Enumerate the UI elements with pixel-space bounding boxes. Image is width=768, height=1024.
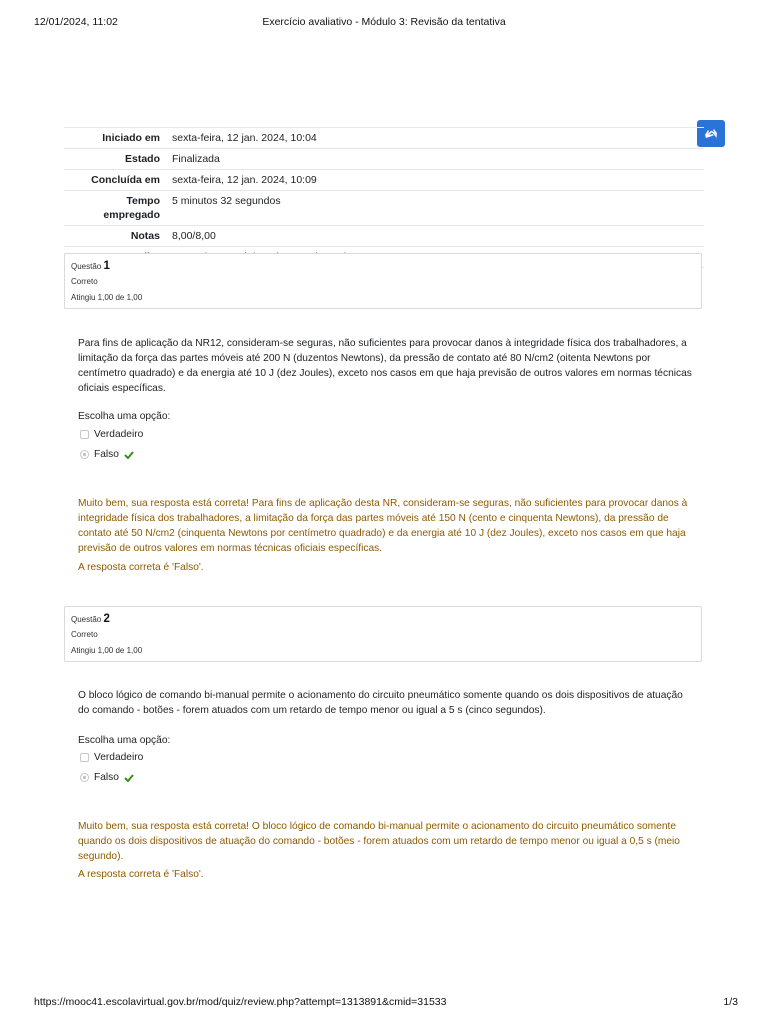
question-prompt: Escolha uma opção: [78,411,171,422]
summary-label: Notas [64,226,168,247]
correct-answer: A resposta correta é 'Falso'. [78,562,204,573]
question-status: Correto [71,630,98,639]
summary-row [64,149,704,170]
option-label: Falso [94,449,119,460]
question-label: Questão [71,262,102,271]
correct-check-icon [124,774,134,782]
summary-label: Concluída em [64,170,168,191]
correct-check-icon [124,451,134,459]
option-radio-selected[interactable] [80,450,89,459]
summary-row [64,191,704,226]
question-feedback: Muito bem, sua resposta está correta! O bloco lógico de comando bi-manual permite o acionamento do circuito pneumático somente quando os dois dispositivos de atuação do comando - botões - forem atuados com um retardo de tempo menor ou igual a 0,5 s (meio segundo). [78,821,680,862]
question-label: Questão [71,615,102,624]
question-text: O bloco lógico de comando bi-manual permite o acionamento do circuito pneumático somente quando os dois dispositivos de atuação do comando - botões - forem atuados com um retardo de tempo menor ou igual a 5 s (cinco segundos). [78,690,683,716]
attempt-summary-table [64,127,704,268]
print-page-number: 1/3 [723,996,738,1008]
question-number-value: 2 [103,613,110,625]
summary-row [64,128,704,149]
question-feedback: Muito bem, sua resposta está correta! Para fins de aplicação desta NR, consideram-se seguras, não suficientes para provocar danos à integridade física dos trabalhadores, a limitação da força das partes móveis até 150 N (cento e cinquenta Newtons), da pressão de contato até 50 N/cm2 (cinquenta Newtons por centímetro quadrado) e da energia até 10 J (dez Joules), exceto nos casos em que haja previsão de outros valores em normas técnicas oficiais específicas. [78,498,688,554]
question-number [71,612,695,627]
question-points: Atingiu 1,00 de 1,00 [71,293,143,302]
question-number [71,259,695,274]
option-falso[interactable] [80,772,134,783]
option-verdadeiro[interactable] [80,429,143,440]
question-text: Para fins de aplicação da NR12, consideram-se seguras, não suficientes para provocar danos à integridade física dos trabalhadores, a limitação da força das partes móveis até 200 N (duzentos Newtons), da pressão de contato até 80 N/cm2 (oitenta Newtons por centímetro quadrado) e da energia até 10 J (dez Joules), exceto nos casos em que haja previsão de outros valores em normas técnicas oficiais específicas. [78,338,692,394]
print-url: https://mooc41.escolavirtual.gov.br/mod/quiz/review.php?attempt=1313891&cmid=31533 [34,996,447,1008]
question-info-box [64,606,702,662]
print-datetime: 12/01/2024, 11:02 [34,16,118,28]
option-checkbox[interactable] [80,753,89,762]
summary-label: Tempo empregado [64,191,168,226]
summary-row [64,226,704,247]
question-prompt: Escolha uma opção: [78,735,171,746]
option-radio-selected[interactable] [80,773,89,782]
option-label: Verdadeiro [94,752,144,763]
correct-answer: A resposta correta é 'Falso'. [78,869,204,880]
summary-row [64,170,704,191]
option-verdadeiro[interactable] [80,752,143,763]
summary-value: 5 minutos 32 segundos [168,191,704,226]
option-falso[interactable] [80,449,134,460]
question-status: Correto [71,277,98,286]
summary-value: Finalizada [168,149,704,170]
summary-value: 8,00/8,00 [168,226,704,247]
option-label: Verdadeiro [94,429,144,440]
option-checkbox[interactable] [80,430,89,439]
question-info-box [64,253,702,309]
print-title: Exercício avaliativo - Módulo 3: Revisão da tentativa [262,16,506,28]
summary-label: Estado [64,149,168,170]
question-number-value: 1 [103,260,110,272]
summary-value: sexta-feira, 12 jan. 2024, 10:04 [168,128,704,149]
summary-label: Iniciado em [64,128,168,149]
sign-language-hands-icon [702,126,720,142]
summary-value: sexta-feira, 12 jan. 2024, 10:09 [168,170,704,191]
question-points: Atingiu 1,00 de 1,00 [71,646,143,655]
option-label: Falso [94,772,119,783]
